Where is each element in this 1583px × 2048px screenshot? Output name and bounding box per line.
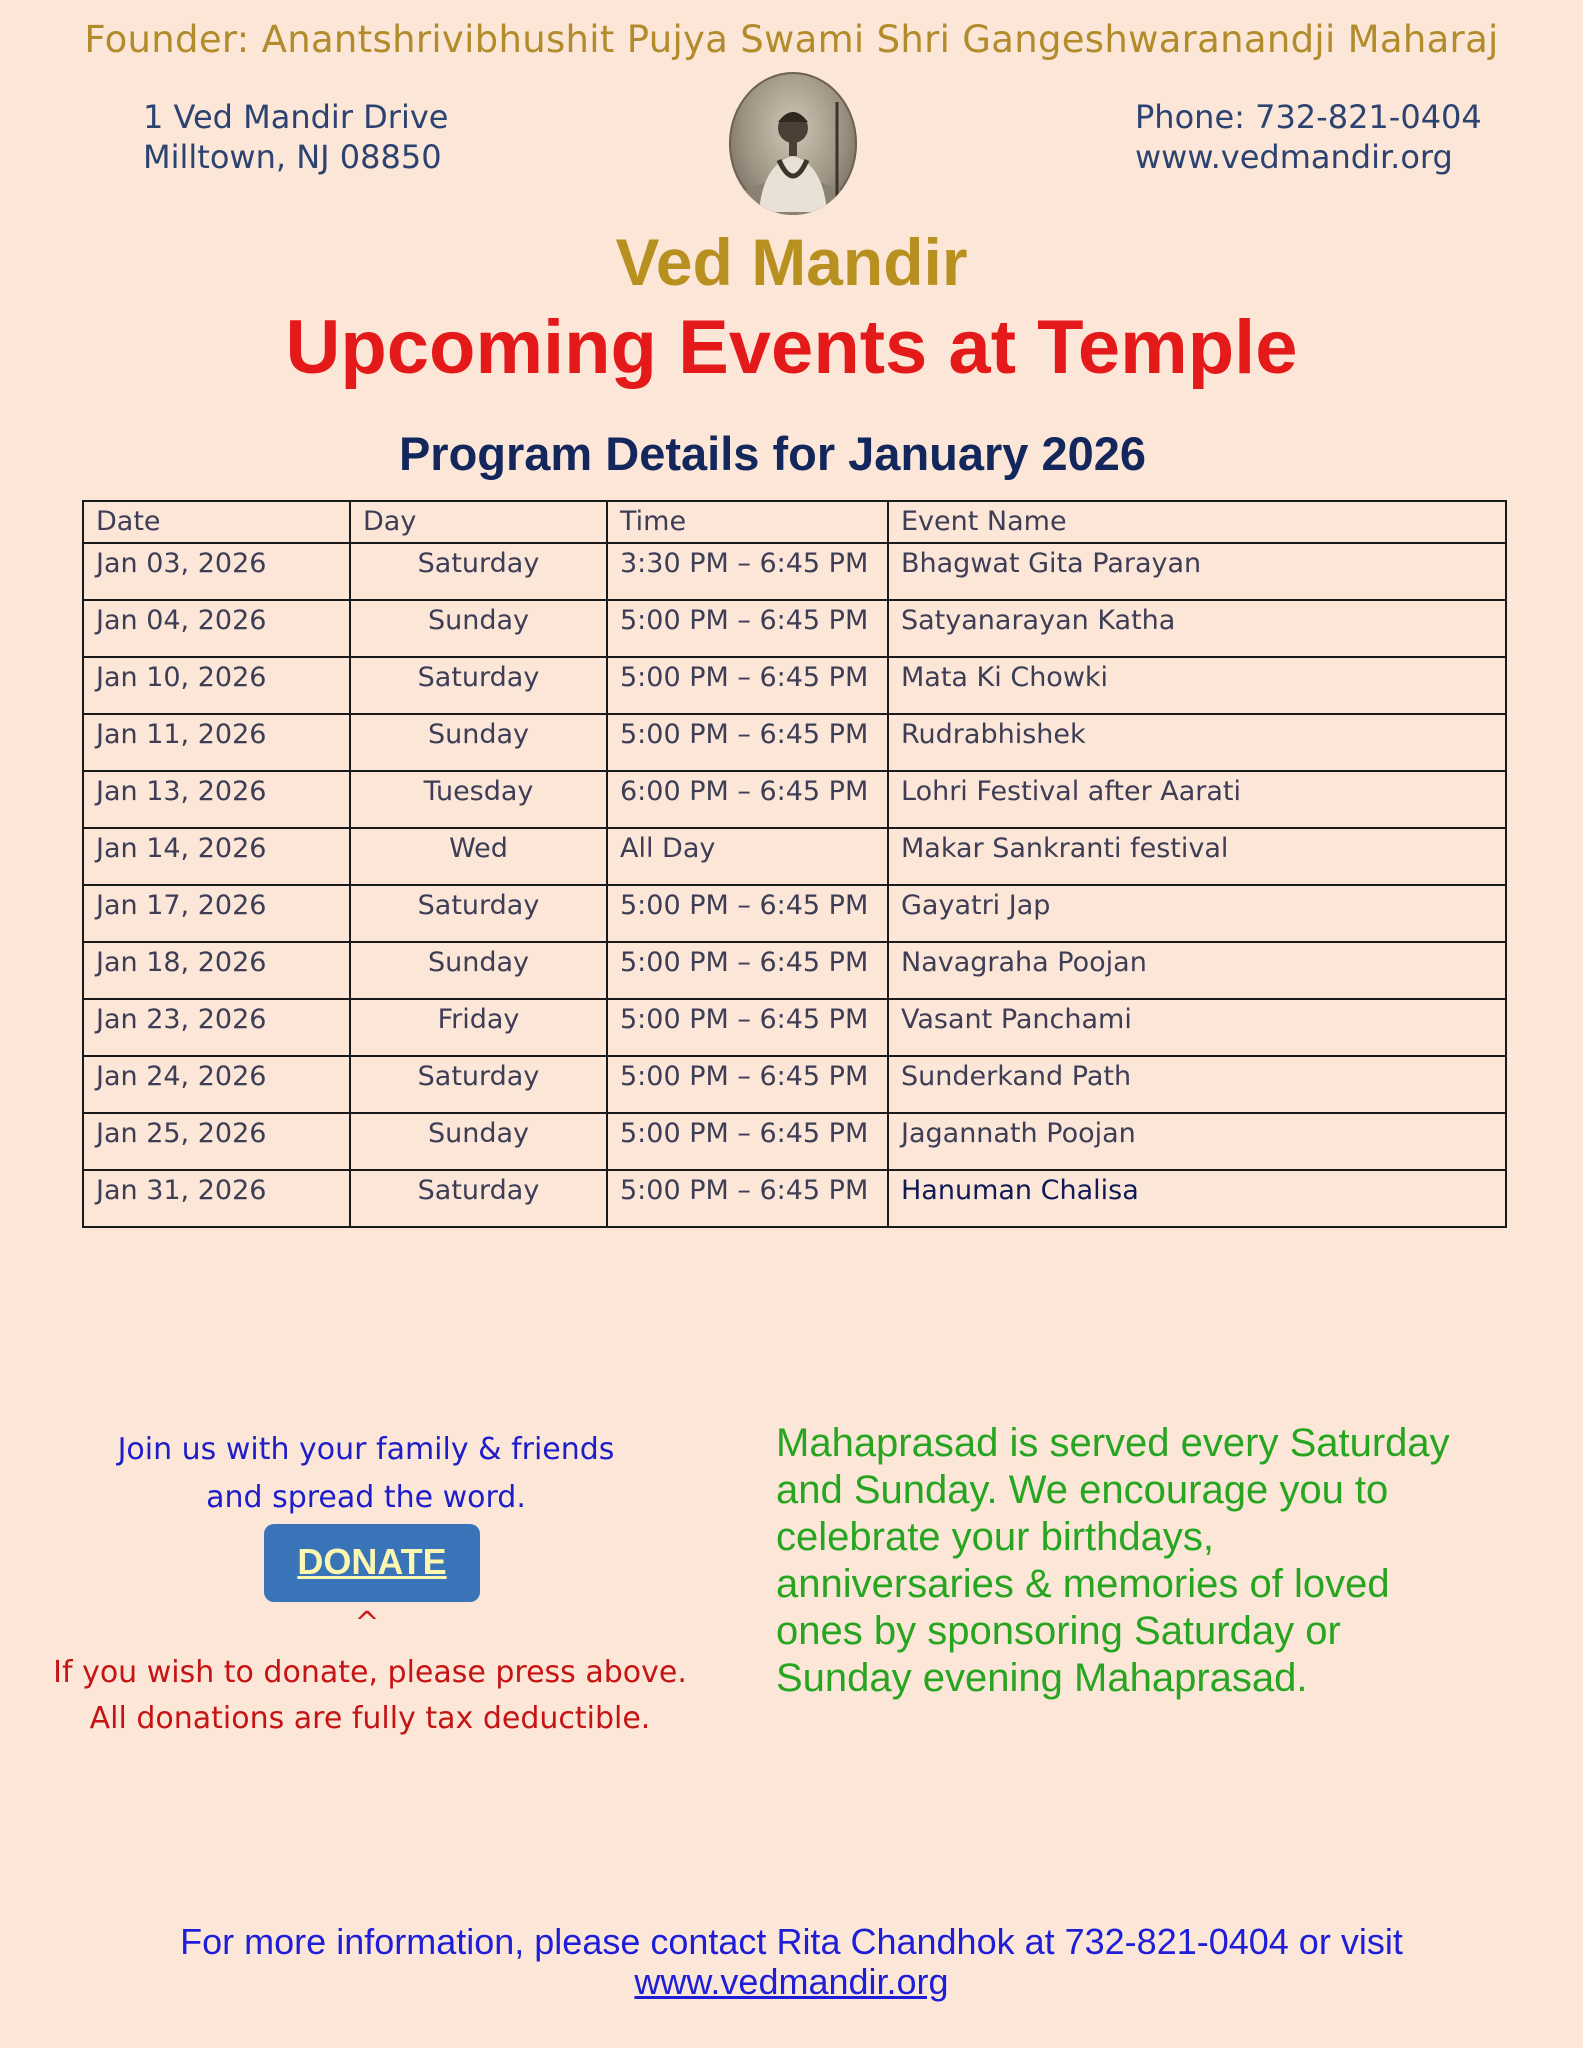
event-day: Saturday (350, 1170, 607, 1227)
join-line-1: Join us with your family & friends (117, 1432, 615, 1467)
mahaprasad-line: Sunday evening Mahaprasad. (776, 1656, 1308, 1700)
event-time: 5:00 PM – 6:45 PM (607, 999, 888, 1056)
address-line-1: 1 Ved Mandir Drive (143, 98, 449, 136)
event-time: 6:00 PM – 6:45 PM (607, 771, 888, 828)
event-day: Saturday (350, 657, 607, 714)
event-time: All Day (607, 828, 888, 885)
event-date: Jan 13, 2026 (83, 771, 350, 828)
event-date: Jan 24, 2026 (83, 1056, 350, 1113)
event-time: 5:00 PM – 6:45 PM (607, 714, 888, 771)
temple-contact (1135, 97, 1482, 177)
table-header-row (83, 501, 1506, 543)
event-date: Jan 04, 2026 (83, 600, 350, 657)
donate-button[interactable]: DONATE (264, 1524, 480, 1602)
table-row (83, 600, 1506, 657)
event-date: Jan 23, 2026 (83, 999, 350, 1056)
table-row (83, 999, 1506, 1056)
event-name: Sunderkand Path (888, 1056, 1506, 1113)
column-header-time: Time (607, 501, 888, 543)
event-name: Gayatri Jap (888, 885, 1506, 942)
mahaprasad-message (776, 1420, 1496, 1702)
event-day: Saturday (350, 885, 607, 942)
event-time: 5:00 PM – 6:45 PM (607, 1113, 888, 1170)
column-header-day: Day (350, 501, 607, 543)
event-name: Satyanarayan Katha (888, 600, 1506, 657)
event-date: Jan 14, 2026 (83, 828, 350, 885)
event-day: Tuesday (350, 771, 607, 828)
table-row (83, 657, 1506, 714)
table-row (83, 828, 1506, 885)
footer-contact (0, 1922, 1583, 2002)
event-date: Jan 31, 2026 (83, 1170, 350, 1227)
address-line-2: Milltown, NJ 08850 (143, 138, 442, 176)
event-date: Jan 10, 2026 (83, 657, 350, 714)
event-day: Friday (350, 999, 607, 1056)
table-row (83, 1113, 1506, 1170)
event-date: Jan 17, 2026 (83, 885, 350, 942)
event-name: Vasant Panchami (888, 999, 1506, 1056)
phone-number: Phone: 732-821-0404 (1135, 98, 1482, 136)
table-row (83, 1056, 1506, 1113)
temple-address (143, 97, 448, 177)
mahaprasad-line: anniversaries & memories of loved (776, 1562, 1390, 1606)
event-name: Bhagwat Gita Parayan (888, 543, 1506, 600)
event-name: Jagannath Poojan (888, 1113, 1506, 1170)
event-day: Wed (350, 828, 607, 885)
table-row (83, 885, 1506, 942)
event-time: 5:00 PM – 6:45 PM (607, 1170, 888, 1227)
founder-line: Founder: Anantshrivibhushit Pujya Swami Shri Gangeshwaranandji Maharaj (84, 18, 1499, 61)
event-time: 5:00 PM – 6:45 PM (607, 600, 888, 657)
table-row (83, 771, 1506, 828)
mahaprasad-line: celebrate your birthdays, (776, 1515, 1215, 1559)
event-time: 5:00 PM – 6:45 PM (607, 1056, 888, 1113)
join-us-message (66, 1426, 666, 1522)
join-line-2: and spread the word. (206, 1480, 526, 1515)
program-heading: Program Details for January 2026 (398, 427, 1147, 480)
founder-portrait (729, 72, 857, 215)
table-row (83, 1170, 1506, 1227)
donation-note-line-1: If you wish to donate, please press above. (53, 1655, 687, 1690)
event-time: 5:00 PM – 6:45 PM (607, 885, 888, 942)
mahaprasad-line: Mahaprasad is served every Saturday (776, 1421, 1450, 1465)
table-row (83, 543, 1506, 600)
event-name: Makar Sankranti festival (888, 828, 1506, 885)
event-name: Mata Ki Chowki (888, 657, 1506, 714)
mahaprasad-line: ones by sponsoring Saturday or (776, 1609, 1341, 1653)
event-day: Sunday (350, 1113, 607, 1170)
column-header-event: Event Name (888, 501, 1506, 543)
table-row (83, 942, 1506, 999)
event-day: Sunday (350, 600, 607, 657)
event-date: Jan 18, 2026 (83, 942, 350, 999)
footer-website-link[interactable]: www.vedmandir.org (634, 1961, 949, 2002)
founder-portrait-image (729, 72, 857, 215)
event-day: Sunday (350, 714, 607, 771)
footer-text: For more information, please contact Rita Chandhok at 732-821-0404 or visit (180, 1921, 1403, 1962)
website-text[interactable]: www.vedmandir.org (1135, 138, 1453, 176)
donation-note (30, 1650, 710, 1742)
event-day: Saturday (350, 1056, 607, 1113)
event-time: 5:00 PM – 6:45 PM (607, 657, 888, 714)
event-day: Saturday (350, 543, 607, 600)
event-name: Hanuman Chalisa (888, 1170, 1506, 1227)
event-date: Jan 11, 2026 (83, 714, 350, 771)
donation-note-line-2: All donations are fully tax deductible. (89, 1701, 651, 1736)
event-time: 5:00 PM – 6:45 PM (607, 942, 888, 999)
event-name: Lohri Festival after Aarati (888, 771, 1506, 828)
caret-pointer: ^ (354, 1606, 380, 1641)
event-name: Navagraha Poojan (888, 942, 1506, 999)
event-date: Jan 03, 2026 (83, 543, 350, 600)
temple-name: Ved Mandir (615, 225, 968, 299)
mahaprasad-line: and Sunday. We encourage you to (776, 1468, 1389, 1512)
table-row (83, 714, 1506, 771)
event-time: 3:30 PM – 6:45 PM (607, 543, 888, 600)
event-name: Rudrabhishek (888, 714, 1506, 771)
events-table (82, 500, 1507, 1228)
event-day: Sunday (350, 942, 607, 999)
event-date: Jan 25, 2026 (83, 1113, 350, 1170)
page-title: Upcoming Events at Temple (285, 305, 1298, 390)
column-header-date: Date (83, 501, 350, 543)
